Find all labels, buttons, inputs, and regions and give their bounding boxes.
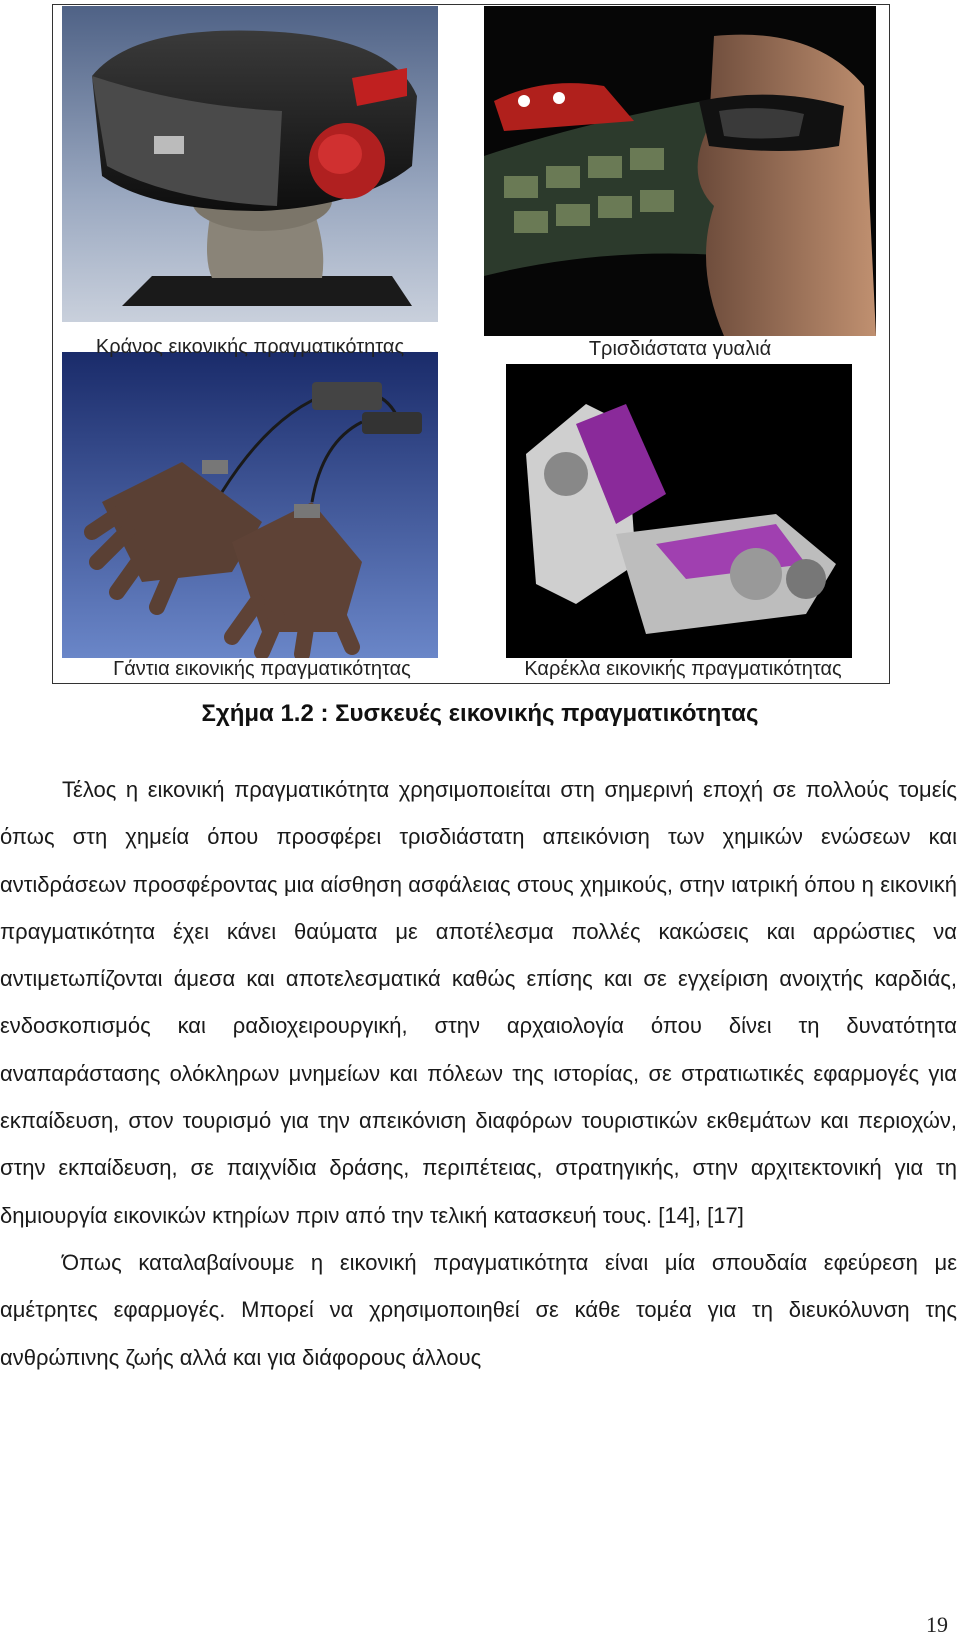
caption-3d-glasses: Τρισδιάστατα γυαλιά (588, 338, 772, 360)
vr-chair-image (506, 364, 852, 658)
caption-vr-helmet: Κράνος εικονικής πραγματικότητας (95, 336, 405, 358)
figure-title: Σχήμα 1.2 : Συσκευές εικονικής πραγματικότητας (201, 700, 759, 727)
3d-glasses-icon (484, 6, 876, 336)
vr-gloves-image (62, 352, 438, 658)
caption-vr-chair: Καρέκλα εικονικής πραγματικότητας (524, 658, 842, 680)
vr-chair-icon (506, 364, 852, 658)
3d-glasses-image (484, 6, 876, 336)
body-text (0, 766, 957, 1381)
paragraph: Όπως καταλαβαίνουμε η εικονική πραγματικότητα είναι μία σπουδαία εφεύρεση με αμέτρητες εφαρμογές. Μπορεί να χρησιμοποιηθεί σε κάθε τομέα για τη διευκόλυνση της ανθρώπινης ζωής αλλά και για διάφορους άλλους (0, 1249, 957, 1370)
caption-vr-gloves: Γάντια εικονικής πραγματικότητας (113, 658, 411, 680)
vr-gloves-icon (62, 352, 438, 658)
paragraph: Τέλος η εικονική πραγματικότητα χρησιμοποιείται στη σημερινή εποχή σε πολλούς τομείς όπως στη χημεία όπου προσφέρει τρισδιάστατη απεικόνιση των χημικών ενώσεων και αντιδράσεων προσφέροντας μια αίσθηση ασφάλειας στους χημικούς, στην ιατρική όπου η εικονική πραγματικότητα έχει κάνει θαύματα με αποτέλεσμα πολλές κακώσεις και αρρώστιες να αντιμετωπίζονται άμεσα και αποτελεσματικά καθώς επίσης και σε εγχείριση ανοιχτής καρδιάς, ενδοσκοπισμός και ραδιοχειρουργική, στην αρχαιολογία όπου δίνει τη δυνατότητα αναπαράστασης ολόκληρων μνημείων και πόλεων της ιστορίας, σε στρατιωτικές εφαρμογές για εκπαίδευση, στον τουρισμό για την απεικόνιση διαφόρων τουριστικών εκθεμάτων και περιοχών, στην εκπαίδευση, σε παιχνίδια δράσης, περιπέτειας, στρατηγικής, στην αρχιτεκτονική για τη δημιουργία εικονικών κτηρίων πριν από την τελική κατασκευή τους. [14], [17] (0, 777, 957, 1228)
page-number: 19 (926, 1612, 948, 1637)
vr-helmet-icon (62, 6, 438, 322)
vr-helmet-image (62, 6, 438, 322)
